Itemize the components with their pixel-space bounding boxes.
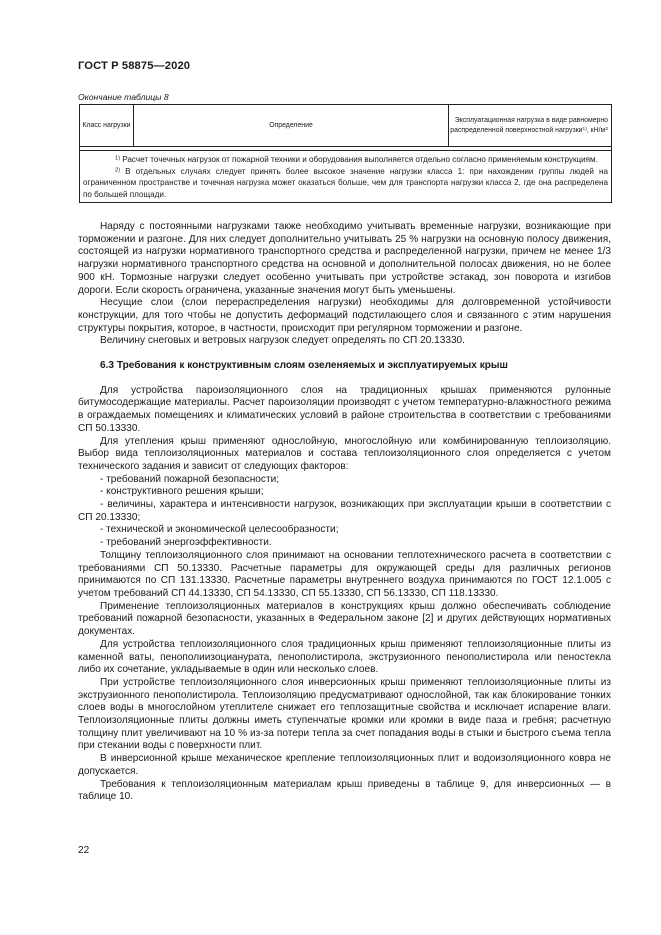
table-footnote [83,154,608,166]
list-item: - технической и экономической целесообразности; [100,524,339,536]
footnote-mark-1: 1) [582,126,587,132]
paragraph: Требования к теплоизоляционным материалам крыш приведены в таблице 9, для инверсионных — в таблице 10. [78,778,611,803]
paragraph: В инверсионной крыше механическое крепление теплоизоляционных плит и водоизоляционного ковра не допускается. [78,753,611,777]
footnote-text: Расчет точечных нагрузок от пожарной техники и оборудования выполняется отдельно согласно применяемым конструкциям. [120,155,598,164]
section-heading: 6.3 Требования к конструктивным слоям озеленяемых и эксплуатируемых крыш [100,360,508,372]
list-item: - величины, характера и интенсивности нагрузок, возникающих при эксплуатации крыши в соответствии с СП 20.13330; [78,499,611,523]
table-footnotes [80,150,611,202]
paragraph: При устройстве теплоизоляционного слоя инверсионных крыш применяют теплоизоляционные плиты из экструзионного пенополистирола. Теплоизоляцию предусматривают однослойной, так как блокирование тонких слоев воды в многослойном утеплителе снижает его теплозащитные свойства и исключает испарение влаги. Теплоизоляционные плиты должны иметь ступенчатые кромки или кромки в виде паза и гребня; расчетную толщину плит увеличивают на 10 % из-за потери тепла за счет попадания воды в стыки и быстрого съема тепла при стекании воды с поверхности плит. [78,676,611,752]
column-header-operational-load-text: Эксплуатационная нагрузка в виде равномерно распределенной поверхностной нагрузки [450,116,608,134]
page-body [78,221,611,804]
paragraph: Для утепления крыш применяют однослойную, многослойную или комбинированную теплоизоляцию. Выбор вида теплоизоляционных материалов и состава теплоизоляционного слоя определяется с учетом технического задания и зависит от следующих факторов: [78,435,611,472]
paragraph: Применение теплоизоляционных материалов в конструкциях крыш должно обеспечивать соблюдение требований пожарной безопасности, указанных в Федеральном законе [2] и других действующих нормативных документах. [78,600,611,638]
unit-exponent: 2 [605,126,608,132]
document-header: ГОСТ Р 58875—2020 [78,60,191,72]
table-caption: Окончание таблицы 8 [78,92,169,102]
column-header-load-class: Класс нагрузки [80,105,134,146]
footnote-text: В отдельных случаях следует принять более высокое значение нагрузки класса 1: при нахождении группы людей на ограниченном пространстве и точечная нагрузка может оказаться больше, чем для транспорта нагрузки класса 2, где она распределена по большей площади. [83,166,608,199]
table-header-row [80,105,611,147]
paragraph: Наряду с постоянными нагрузками также необходимо учитывать временные нагрузки, возникающие при торможении и разгоне. Для них следует дополнительно учитывать 25 % нагрузки на основную полосу движения, состоящей из нагрузки нормативного транспортного средства и распределенной нагрузки, причем не менее 1/3 нагрузки нормативного транспортного средства на основной и дополнительной полосах движения, но не более 900 кН. Тормозные нагрузки следует особенно учитывать при устройстве эстакад, зон поворота и изгибов дороги. Если скорость ограничена, указанные значения могут быть уменьшены. [78,221,611,296]
list-item: - конструктивного решения крыши; [100,486,264,498]
paragraph: Величину снеговых и ветровых нагрузок следует определять по СП 20.13330. [100,335,465,347]
paragraph: Толщину теплоизоляционного слоя принимают на основании теплотехнического расчета в соответствии с требованиями СП 50.13330. Расчетные параметры для окружающей среды для различных регионов принимаются по СП 131.13330. Расчетные параметры внутреннего воздуха принимаются по ГОСТ 12.1.005 с учетом требований СП 44.13330, СП 54.13330, СП 55.13330, СП 56.13330, СП 118.13330. [78,549,611,599]
column-header-definition: Определение [134,105,449,146]
footnote-mark: 1) [115,155,121,162]
list-item: - требований энергоэффективности. [100,537,272,549]
page-number: 22 [78,845,90,856]
list-item: - требований пожарной безопасности; [100,473,280,485]
column-header-operational-load [449,105,611,146]
paragraph: Несущие слои (слои перераспределения нагрузки) необходимы для долговременной устойчивости конструкции, для того чтобы не допустить деформаций подстилающего слоя и связанного с этим нарушения структуры покрытия, которое, в частности, происходит при регулярном торможении и разгоне. [78,297,611,334]
paragraph: Для устройства теплоизоляционного слоя традиционных крыш применяют теплоизоляционные плиты из каменной ваты, пенополиизоцианурата, пенополистирола, экструзионного пенополистирола или пеностекла либо их сочетание, укладываемые в один или несколько слоев. [78,638,611,676]
table-8-end [79,104,612,203]
footnote-mark: 2) [115,167,121,174]
paragraph: Для устройства пароизоляционного слоя на традиционных крышах применяются рулонные битумосодержащие материалы. Расчет пароизоляции производят с учетом температурно-влажностного режима в ограждаемых помещениях и климатических условий в районе строительства в соответствии с требованиями СП 50.13330. [78,384,611,434]
unit-text: , кН/м [586,126,606,134]
table-footnote [83,166,608,201]
